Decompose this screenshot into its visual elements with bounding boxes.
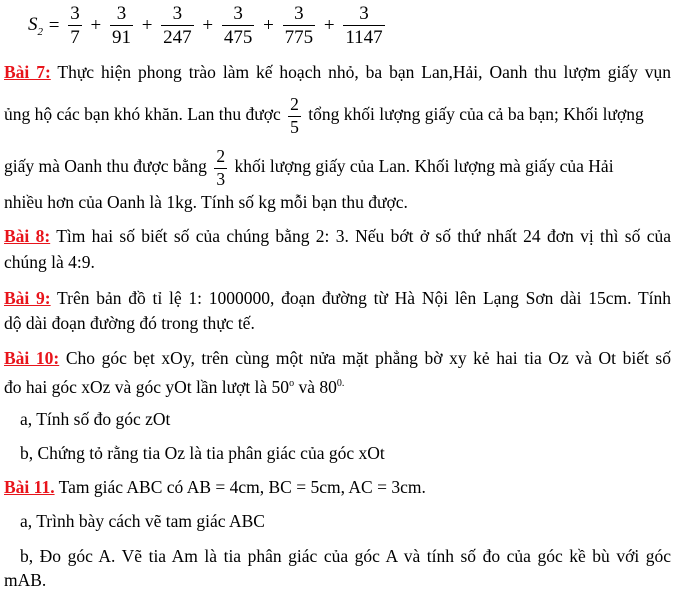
problem-8-heading: Bài 8: [4,226,51,246]
formula-lhs: $S_2$ [28,13,43,38]
problem-7-line-4: nhiều hơn của Oanh là 1kg. Tính số kg mỗi bạn thu được. [4,192,408,212]
problem-7-line-2: ủng hộ các bạn khó khăn. Lan thu được $\frac{2}{5}$ tổng khối lượng giấy của cả ba bạn; Khối lượng [4,94,644,137]
problem-9-line-1: Bài 9: Trên bản đồ tỉ lệ 1: 1000000, đoạn đường từ Hà Nội lên Lạng Sơn dài 15cm. Tính [4,288,671,308]
fraction: $\frac{3}{1147}$ [345,3,383,48]
problem-7-heading: Bài 7: [4,62,51,82]
fraction: $\frac{3}{775}$ [284,3,314,48]
problem-7-line-3: giấy mà Oanh thu được bằng $\frac{2}{3}$ khối lượng giấy của Lan. Khối lượng mà giấy của Hải [4,146,614,189]
problem-11-line-1: Bài 11. Tam giác ABC có AB = 4cm, BC = 5cm, AC = 3cm. [4,477,426,497]
fraction: $\frac{3}{7}$ [70,3,80,48]
problem-11-part-b-cont: mAB. [4,570,47,590]
problem-8-line-1: Bài 8: Tìm hai số biết số của chúng bằng 2: 3. Nếu bớt ở số thứ nhất 24 đơn vị thì số của [4,226,671,246]
problem-9-line-2: dộ dài đoạn đường đó trong thực tế. [4,313,255,333]
problem-9-heading: Bài 9: [4,288,51,308]
problem-10-heading: Bài 10: [4,348,60,368]
problem-10-part-b: b, Chứng tỏ rằng tia Oz là tia phân giác của góc xOt [20,443,385,463]
fraction: $\frac{3}{91}$ [111,3,131,48]
fraction: $\frac{3}{247}$ [163,3,192,48]
problem-8-line-2: chúng là 4:9. [4,252,95,272]
sum-formula-s2: $S_2$ = $\frac{3}{7}$ + $\frac{3}{91}$ + $\frac{3}{247}$ + $\frac{3}{475}$ + $\frac{3}{775}$ + $\frac{3}{1147}$ [28,3,383,48]
fraction: $\frac{3}{475}$ [223,3,253,48]
problem-10-part-a: a, Tính số đo góc zOt [20,409,171,429]
problem-7-line-1: Bài 7: Thực hiện phong trào làm kế hoạch nhỏ, ba bạn Lan,Hải, Oanh thu lượm giấy vụn [4,62,671,82]
problem-10-line-2: đo hai góc xOz và góc yOt lần lượt là 50$^o$ và $80^{0.}$ [4,377,345,397]
problem-11-part-a: a, Trình bày cách vẽ tam giác ABC [20,511,265,531]
problem-10-line-1: Bài 10: Cho góc bẹt xOy, trên cùng một nửa mặt phẳng bờ xy kẻ hai tia Oz và Ot biết số [4,348,671,368]
fraction-2-3: $\frac{2}{3}$ [216,146,226,189]
fraction-2-5: $\frac{2}{5}$ [290,94,299,137]
problem-11-part-b: b, Đo góc A. Vẽ tia Am là tia phân giác của góc A và tính số đo của góc kề bù với góc [20,546,671,566]
problem-11-heading: Bài 11. [4,477,55,497]
